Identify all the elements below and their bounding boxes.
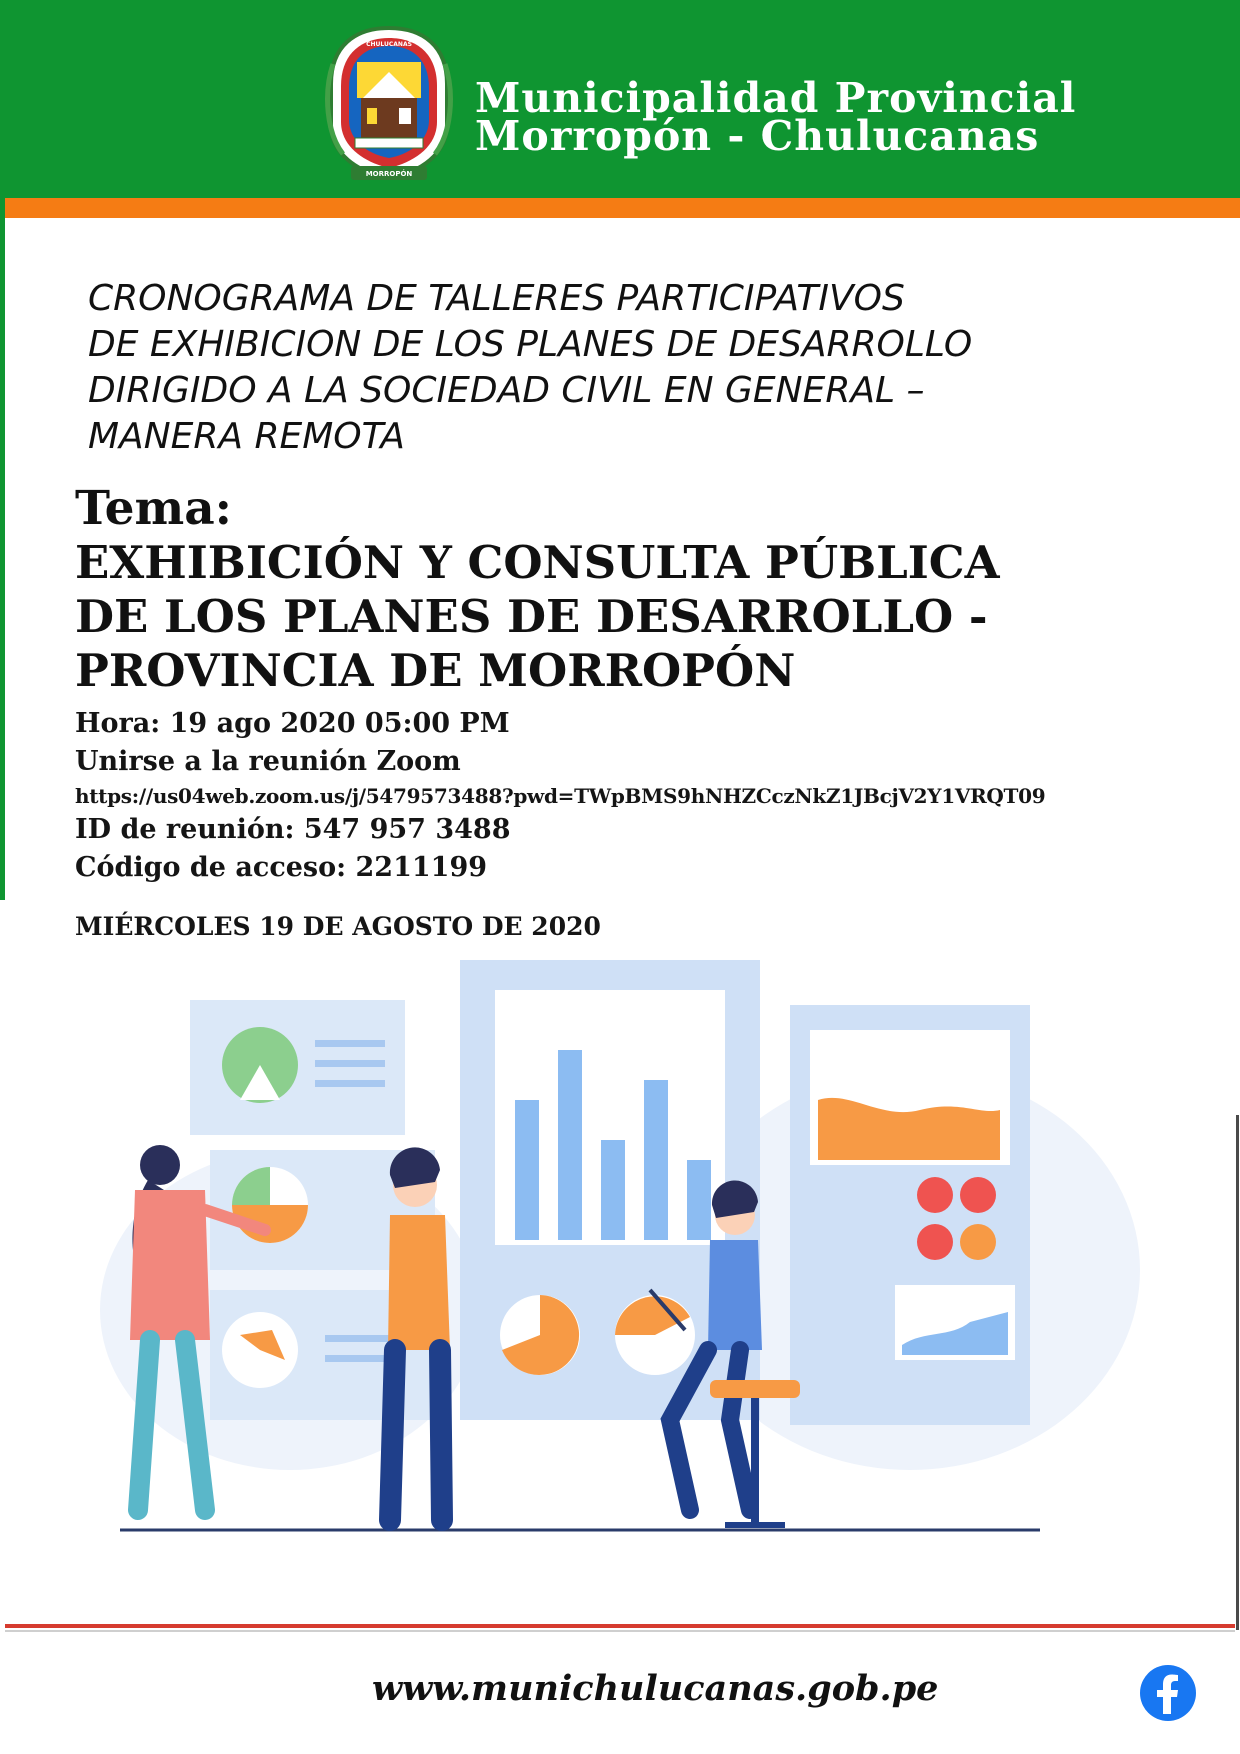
schedule-heading: [88, 276, 972, 460]
topic-line: PROVINCIA DE MORROPÓN: [75, 644, 796, 697]
meeting-id: ID de reunión: 547 957 3488: [75, 814, 511, 845]
municipality-name-line2: Morropón - Chulucanas: [475, 112, 1040, 160]
seal-label-top: CHULUCANAS: [366, 41, 412, 48]
topic-label: Tema:: [75, 481, 233, 536]
heading-line: DE EXHIBICION DE LOS PLANES DE DESARROLLO: [88, 324, 973, 365]
seal-label-bottom: MORROPÓN: [365, 170, 413, 178]
access-code: Código de acceso: 2211199: [75, 852, 488, 883]
heading-line: CRONOGRAMA DE TALLERES PARTICIPATIVOS: [88, 278, 905, 319]
heading-line: DIRIGIDO A LA SOCIEDAD CIVIL EN GENERAL –: [88, 370, 925, 411]
municipal-seal-logo: [323, 24, 455, 182]
zoom-link[interactable]: https://us04web.zoom.us/j/5479573488?pwd=TWpBMS9hNHZCczNkZ1JBcjV2Y1VRQT09: [75, 784, 1046, 808]
join-zoom-label: Unirse a la reunión Zoom: [75, 746, 461, 777]
orange-divider: [5, 198, 1240, 218]
data-analysis-illustration: [90, 950, 1150, 1560]
topic-title: [75, 536, 1000, 698]
topic-line: EXHIBICIÓN Y CONSULTA PÚBLICA: [75, 536, 1000, 589]
facebook-icon[interactable]: [1139, 1664, 1197, 1722]
municipality-name-line1: Municipalidad Provincial: [475, 74, 1077, 122]
meeting-time: Hora: 19 ago 2020 05:00 PM: [75, 708, 510, 739]
heading-line: MANERA REMOTA: [88, 416, 405, 457]
event-date: MIÉRCOLES 19 DE AGOSTO DE 2020: [75, 912, 601, 941]
topic-line: DE LOS PLANES DE DESARROLLO -: [75, 590, 988, 643]
footer-divider-shadow: [5, 1630, 1235, 1632]
left-green-edge: [0, 198, 5, 900]
website-link[interactable]: www.munichulucanas.gob.pe: [372, 1668, 939, 1709]
footer-divider: [5, 1624, 1235, 1628]
right-border: [1236, 1115, 1239, 1630]
